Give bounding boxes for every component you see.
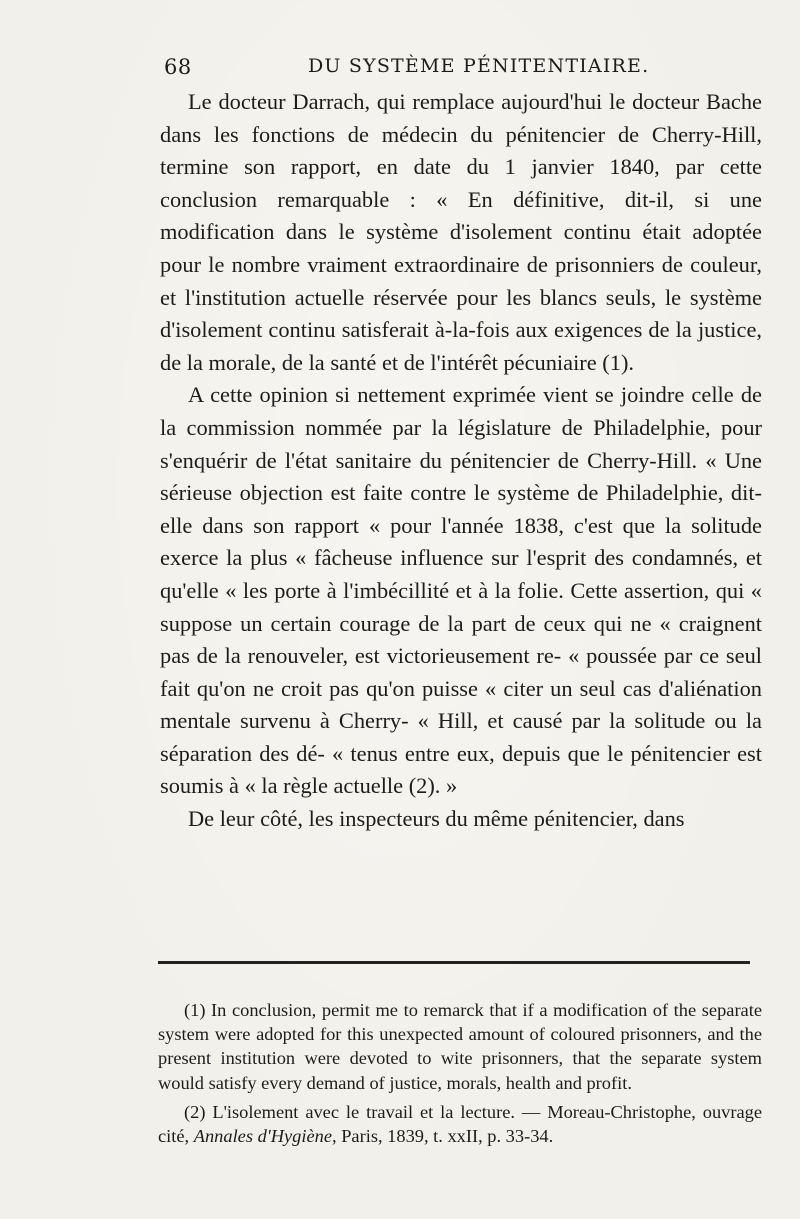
footnote-1: (1) In conclusion, permit me to remarck that if a modification of the separate system were adopted for this unexpected amount of coloured prisonners, and the present institution were devoted to wite prisonners, that the separate system would satisfy every demand of justice, morals, health and profit. xyxy=(158,1000,762,1093)
paragraph: A cette opinion si nettement exprimée vient se joindre celle de la commission nommée par la législature de Philadelphie, pour s'enquérir de l'état sanitaire du pénitencier de Cherry-Hill. « Une sérieuse objection est faite contre le système de Philadelphie, dit-elle dans son rapport « pour l'année 1838, c'est que la solitude exerce la plus « fâcheuse influence sur l'esprit des condamnés, et qu'elle « les porte à l'imbécillité et à la folie. Cette assertion, qui « suppose un certain courage de la part de ceux qui ne « craignent pas de la renouveler, est victorieusement re- « poussée par ce seul fait qu'on ne croit pas qu'on puisse « citer un seul cas d'aliénation mentale survenu à Cherry- « Hill, et causé par la solitude ou la séparation des dé- « tenus entre eux, depuis que le pénitencier est soumis à « la règle actuelle (2). » xyxy=(160,382,762,799)
footnote-divider xyxy=(158,961,750,964)
paragraph: De leur côté, les inspecteurs du même pénitencier, dans xyxy=(188,806,685,832)
footnote-2 xyxy=(158,1100,762,1148)
paragraph: Le docteur Darrach, qui remplace aujourd'hui le docteur Bache dans les fonctions de médecin du pénitencier de Cherry-Hill, termine son rapport, en date du 1 janvier 1840, par cette conclusion remarquable : « En définitive, dit-il, si une modification dans le système d'isolement continu était adoptée pour le nombre vraiment extraordinaire de prisonniers de couleur, et l'institution actuelle réservée pour les blancs seuls, le système d'isolement continu satisferait à-la-fois aux exigences de la justice, de la morale, de la santé et de l'intérêt pécuniaire (1). xyxy=(160,89,762,375)
main-text xyxy=(160,86,762,836)
footnote-2-prefix: (2) L'isolement avec le travail et la lecture. — Moreau-Christophe, ouvrage cité, xyxy=(158,1101,762,1147)
footnote-2-suffix: , Paris, 1839, t. xxII, p. 33-34. xyxy=(332,1126,554,1147)
running-title: DU SYSTÈME PÉNITENTIAIRE. xyxy=(308,55,650,77)
page-header xyxy=(164,55,764,85)
footnotes xyxy=(158,998,762,1153)
page-number: 68 xyxy=(164,55,192,79)
footnote-2-journal: Annales d'Hygiène xyxy=(193,1126,332,1147)
